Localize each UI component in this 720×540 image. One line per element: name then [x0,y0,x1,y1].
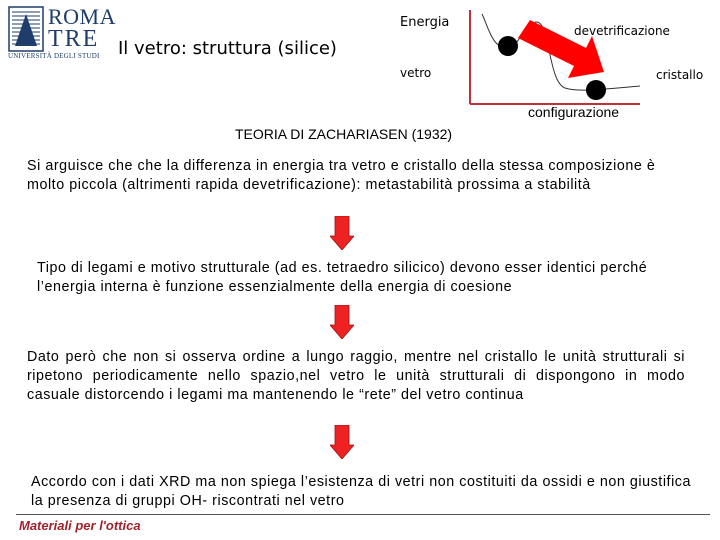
crystal-label: cristallo [656,68,704,82]
down-arrow-icon [330,216,354,250]
crystal-state-ball [586,80,606,100]
theory-heading: TEORIA DI ZACHARIASEN (1932) [235,126,453,142]
glass-label: vetro [400,66,432,80]
glass-state-ball [498,36,518,56]
slide-title: Il vetro: struttura (silice) [118,38,337,59]
devitrification-label: devetrificazione [574,24,670,38]
logo-text-tre: TRE [48,26,100,52]
energy-axis-label: Energia [400,15,450,30]
logo-text-roma: ROMA [48,4,117,29]
logo-text-university: UNIVERSITÀ DEGLI STUDI [8,52,100,60]
energy-diagram [0,0,720,130]
paragraph-xrd: Accordo con i dati XRD ma non spiega l’esistenza di vetri non costituiti da ossidi e non giustifica la presenza di gruppi OH- riscontrati nel vetro [31,474,692,509]
footer-course-name: Materiali per l'ottica [19,518,141,533]
configuration-axis-label: configurazione [528,104,620,120]
paragraph-metastability: Si arguisce che che la differenza in energia tra vetro e cristallo della stessa composizione è molto piccola (altrimenti rapida devetrificazione): metastabilità prossima a stabilità [27,158,656,193]
paragraph-bonds: Tipo di legami e motivo strutturale (ad es. tetraedro silicico) devono esser identici perché l’energia interna è funzione essenzialmente della energia di coesione [37,260,648,295]
down-arrow-icon [330,305,354,339]
footer-divider [16,514,710,515]
down-arrow-icon [330,425,354,459]
paragraph-structure: Dato però che non si osserva ordine a lungo raggio, mentre nel cristallo le unità strutturali si ripetono periodicamente nello spazio,nel vetro le unità strutturali di dispongono in modo casuale distorcendo i legami ma mantenendo le “rete” del vetro continua [27,349,685,403]
